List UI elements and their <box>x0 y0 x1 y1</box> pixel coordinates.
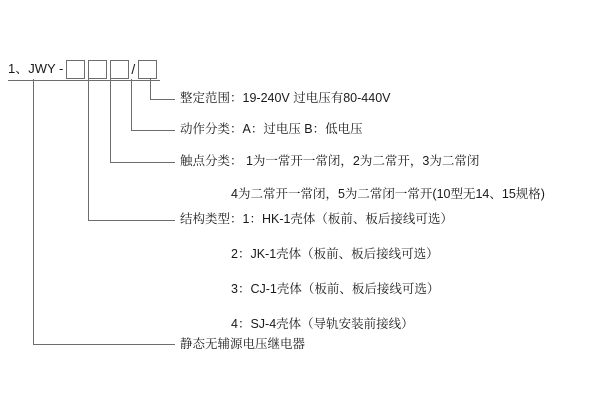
annotation-setting-range: 整定范围：19-240V 过电压有80-440V <box>180 91 391 105</box>
leader-hline-contact-type <box>110 162 175 163</box>
annotation-contact-type-continuation: 4为二常开一常闭，5为二常闭一常开(10型无14、15规格) <box>231 187 545 201</box>
leader-vline-action-type <box>131 79 132 130</box>
leader-hline-setting-range <box>150 99 175 100</box>
annotation-structure-option-4: 4：SJ-4壳体（导轨安装前接线） <box>231 317 414 331</box>
leader-hline-structure-type <box>88 220 175 221</box>
annotation-action-type: 动作分类：A：过电压 B：低电压 <box>180 122 363 136</box>
leader-hline-product-name <box>33 344 175 345</box>
leader-vline-setting-range <box>150 79 151 99</box>
annotation-structure-option-2: 2：JK-1壳体（板前、板后接线可选） <box>231 247 439 261</box>
code-separator: / <box>131 60 136 77</box>
leader-vline-structure-type <box>88 79 89 220</box>
leader-hline-action-type <box>131 130 175 131</box>
code-box-4 <box>138 60 157 79</box>
leader-vline-contact-type <box>110 79 111 162</box>
code-box-2 <box>88 60 107 79</box>
model-code-underline <box>8 80 160 81</box>
code-box-1 <box>66 60 85 79</box>
annotation-structure-type: 结构类型：1：HK-1壳体（板前、板后接线可选） <box>180 212 453 226</box>
annotation-contact-type: 触点分类： 1为一常开一常闭，2为二常开，3为二常闭 <box>180 154 480 168</box>
annotation-structure-option-3: 3：CJ-1壳体（板前、板后接线可选） <box>231 282 440 296</box>
annotation-product-name: 静态无辅源电压继电器 <box>180 337 306 351</box>
model-code-prefix: 1、JWY - <box>8 61 64 76</box>
code-box-3 <box>110 60 129 79</box>
leader-vline-product-name <box>33 79 34 344</box>
model-code-row <box>8 58 157 80</box>
